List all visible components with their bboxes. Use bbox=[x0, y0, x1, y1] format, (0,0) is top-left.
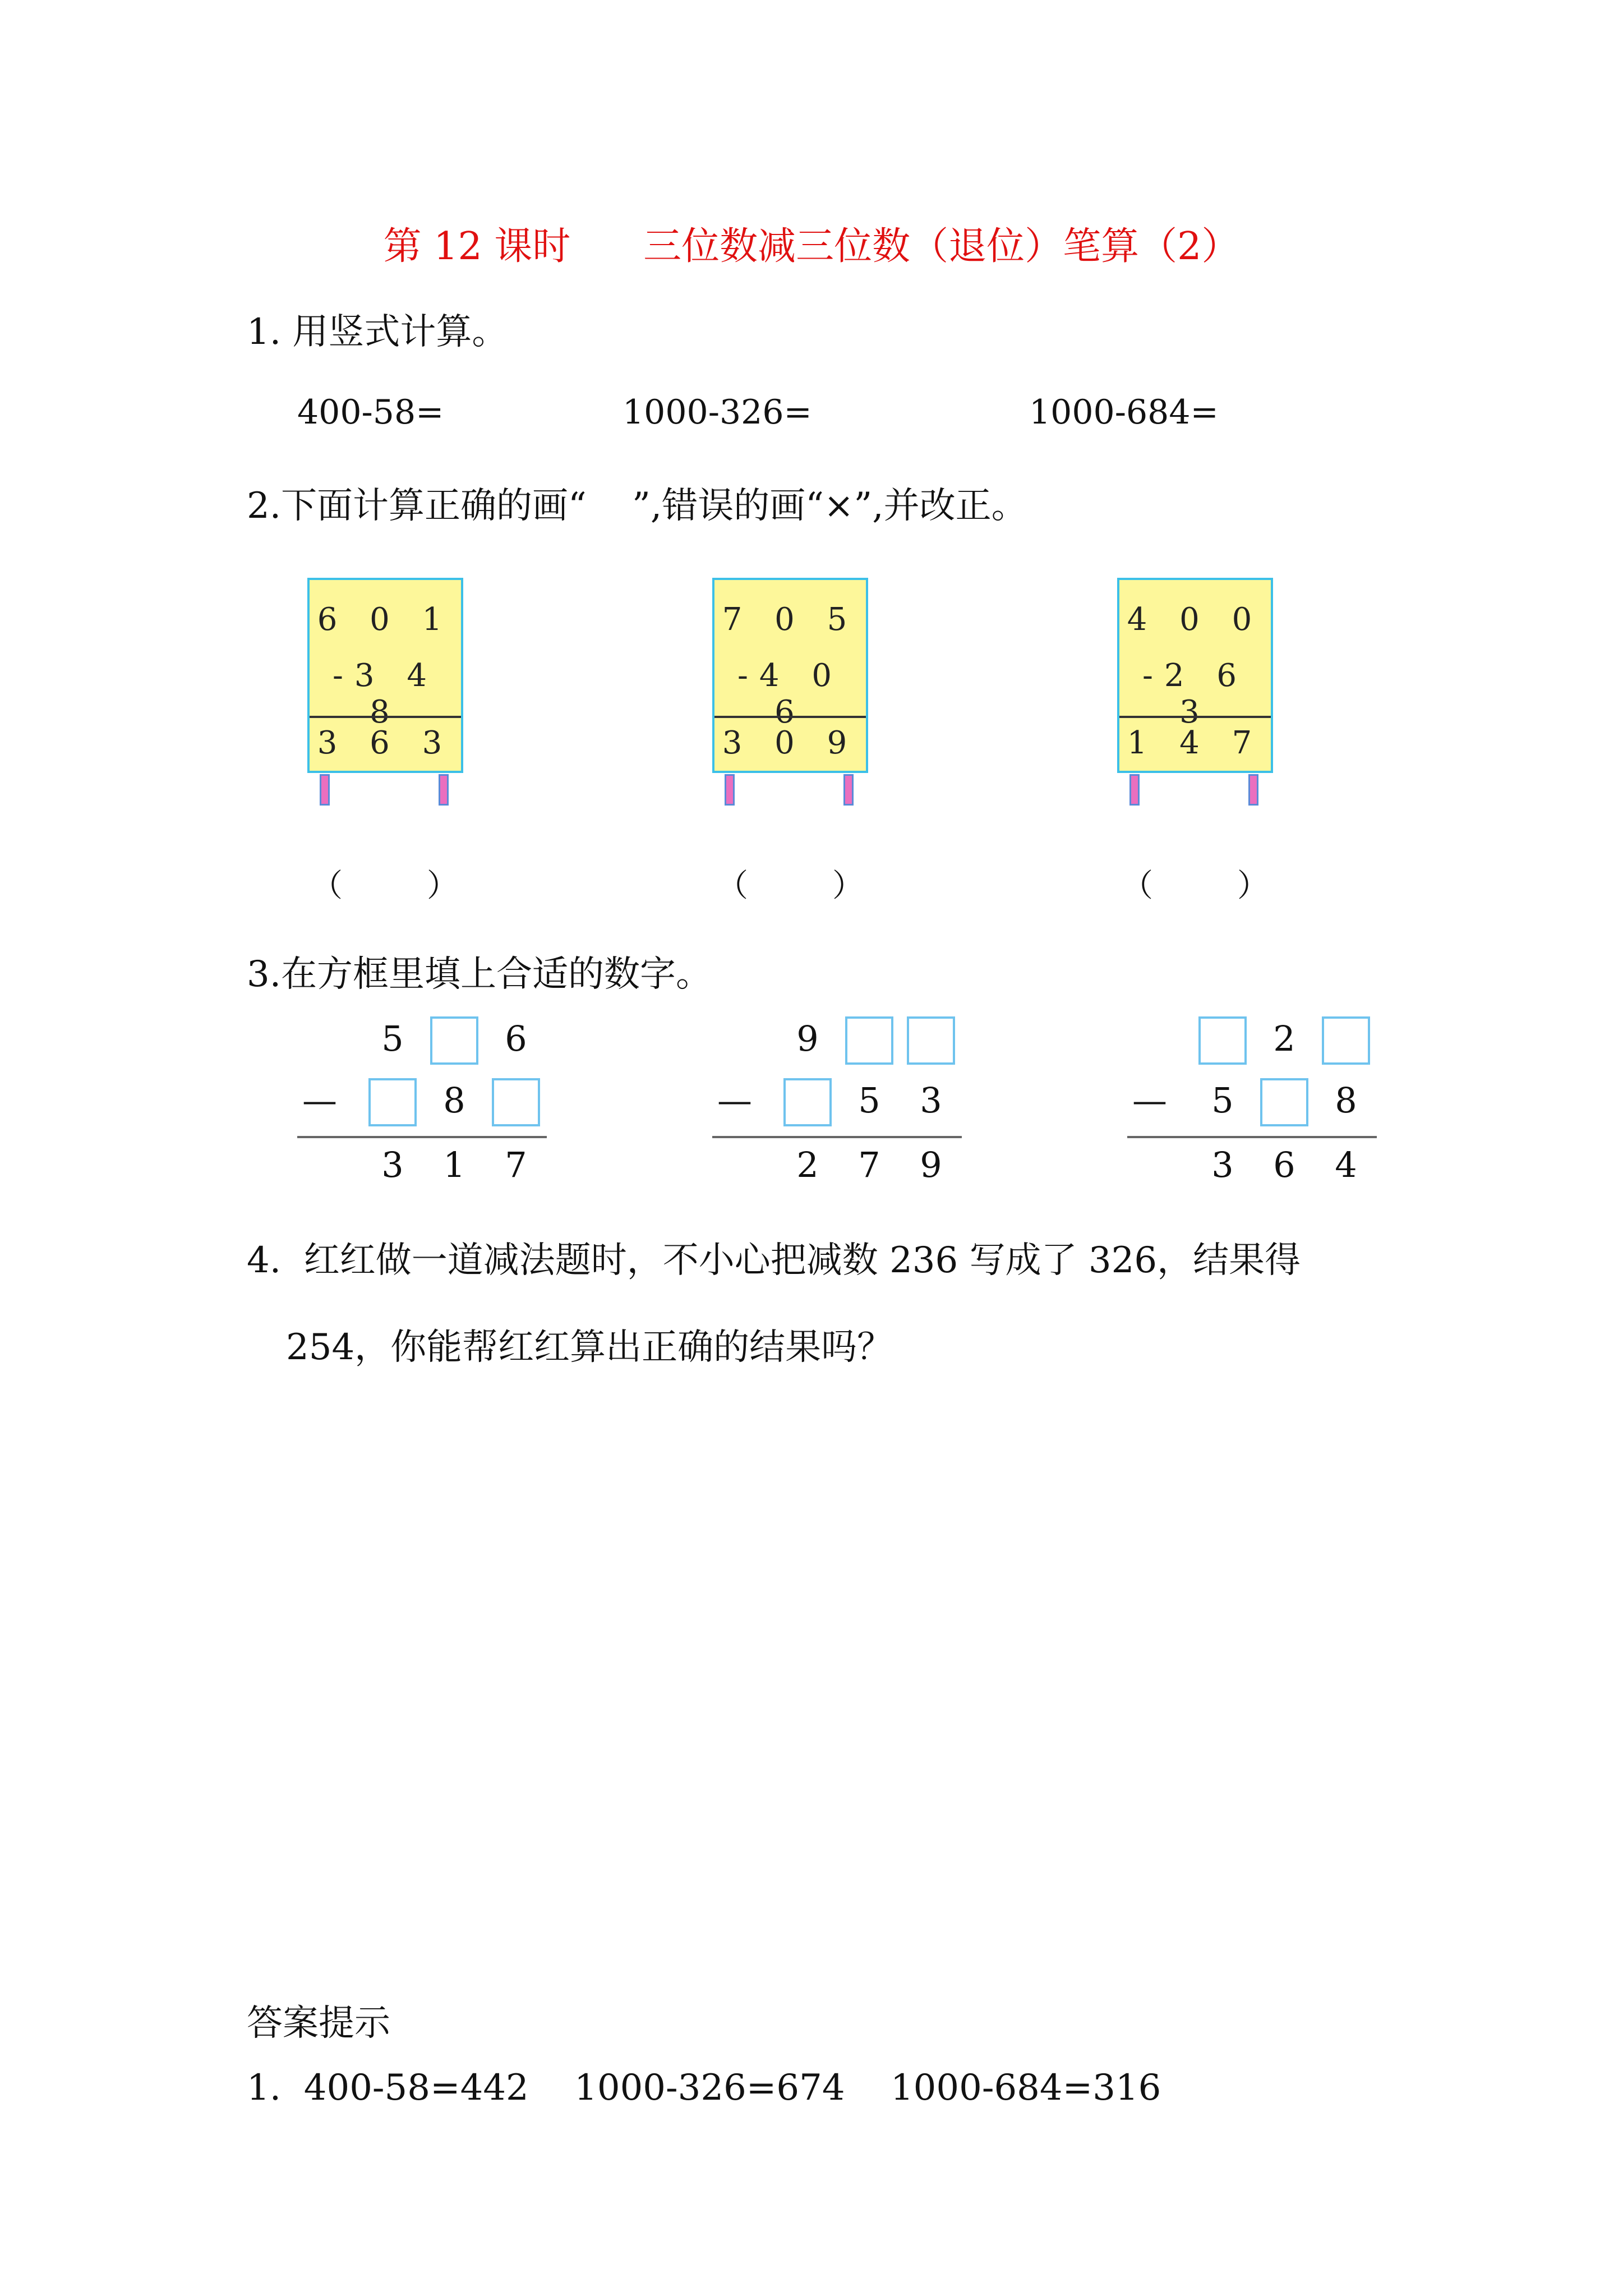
p1-mid-digit-2: 8 bbox=[443, 1080, 465, 1121]
answer-blank-1[interactable] bbox=[311, 861, 458, 906]
board-2-subtrahend: -4 0 6 bbox=[737, 657, 843, 730]
p3-top-digit-2: 2 bbox=[1273, 1018, 1295, 1059]
p3-result-digit-2: 6 bbox=[1273, 1144, 1295, 1185]
p2-result-digit-2: 7 bbox=[858, 1144, 880, 1185]
p2-line bbox=[712, 1136, 962, 1138]
board-1-subtrahend: -3 4 8 bbox=[333, 657, 438, 730]
p1-result-digit-2: 1 bbox=[443, 1144, 465, 1185]
board-1-right-leg bbox=[439, 774, 449, 806]
board-3-minuend: 4 0 0 bbox=[1127, 601, 1264, 638]
q1-expression-2: 1000-326= bbox=[623, 393, 812, 432]
p2-mid-digit-3: 3 bbox=[920, 1080, 942, 1121]
p3-line bbox=[1127, 1136, 1377, 1138]
p3-top-box-1[interactable] bbox=[1198, 1016, 1247, 1065]
p1-top-box-2[interactable] bbox=[430, 1016, 478, 1065]
p3-result-digit-1: 3 bbox=[1211, 1144, 1234, 1185]
paren-close: ） bbox=[427, 868, 458, 904]
p1-top-digit-3: 6 bbox=[505, 1018, 527, 1059]
board-3-right-leg bbox=[1248, 774, 1258, 806]
p2-top-box-2[interactable] bbox=[845, 1016, 893, 1065]
p1-mid-box-3[interactable] bbox=[492, 1078, 540, 1126]
question-4-line-1: 4. 红红做一道减法题时，不小心把减数 236 写成了 326，结果得 bbox=[247, 1240, 1301, 1281]
question-4-line-2: 254，你能帮红红算出正确的结果吗？ bbox=[286, 1327, 893, 1368]
paren-close: ） bbox=[1237, 868, 1269, 904]
paren-open: （ bbox=[717, 868, 748, 904]
p2-mid-box-1[interactable] bbox=[783, 1078, 832, 1126]
paren-open: （ bbox=[311, 868, 343, 904]
question-1-label: 1. 用竖式计算。 bbox=[247, 311, 508, 353]
p2-result-digit-1: 2 bbox=[796, 1144, 819, 1185]
board-3-left-leg bbox=[1129, 774, 1140, 806]
page-title: 第 12 课时 三位数减三位数（退位）笔算（2） bbox=[383, 224, 1240, 269]
p1-mid-box-1[interactable] bbox=[368, 1078, 417, 1126]
calc-board-2 bbox=[712, 578, 868, 773]
board-3-result: 1 4 7 bbox=[1127, 725, 1264, 761]
answers-heading: 答案提示 bbox=[247, 2003, 390, 2044]
paren-close: ） bbox=[832, 868, 864, 904]
p3-top-box-3[interactable] bbox=[1322, 1016, 1370, 1065]
board-1-minuend: 6 0 1 bbox=[317, 601, 454, 638]
board-2-right-leg bbox=[843, 774, 854, 806]
p2-top-digit-1: 9 bbox=[796, 1018, 819, 1059]
board-2-left-leg bbox=[725, 774, 735, 806]
p3-mid-digit-1: 5 bbox=[1211, 1080, 1234, 1121]
board-2-minuend: 7 0 5 bbox=[722, 601, 859, 638]
p1-result-digit-3: 7 bbox=[505, 1144, 527, 1185]
board-3-subtrahend: -2 6 3 bbox=[1142, 657, 1248, 730]
answer-blank-3[interactable] bbox=[1122, 861, 1269, 906]
p3-mid-box-2[interactable] bbox=[1260, 1078, 1308, 1126]
p1-minus-sign: — bbox=[302, 1080, 337, 1121]
p2-minus-sign: — bbox=[717, 1080, 752, 1121]
paren-open: （ bbox=[1122, 868, 1153, 904]
question-3-label: 3.在方框里填上合适的数字。 bbox=[247, 954, 712, 995]
board-3-line bbox=[1119, 716, 1271, 718]
board-1-left-leg bbox=[320, 774, 330, 806]
p3-minus-sign: — bbox=[1132, 1080, 1167, 1121]
p1-line bbox=[297, 1136, 547, 1138]
q1-expression-1: 400-58= bbox=[297, 393, 444, 432]
p3-result-digit-3: 4 bbox=[1335, 1144, 1357, 1185]
calc-board-1 bbox=[307, 578, 463, 773]
board-2-line bbox=[714, 716, 866, 718]
board-2-result: 3 0 9 bbox=[722, 725, 859, 761]
p2-mid-digit-2: 5 bbox=[858, 1080, 880, 1121]
p1-result-digit-1: 3 bbox=[381, 1144, 404, 1185]
p2-result-digit-3: 9 bbox=[920, 1144, 942, 1185]
p2-top-box-3[interactable] bbox=[907, 1016, 955, 1065]
board-1-result: 3 6 3 bbox=[317, 725, 454, 761]
q1-expression-3: 1000-684= bbox=[1029, 393, 1219, 432]
question-2-label: 2.下面计算正确的画“ ”,错误的画“×”,并改正。 bbox=[247, 485, 1027, 527]
board-1-line bbox=[310, 716, 461, 718]
calc-board-3 bbox=[1117, 578, 1273, 773]
p1-top-digit-1: 5 bbox=[381, 1018, 404, 1059]
p3-mid-digit-3: 8 bbox=[1335, 1080, 1357, 1121]
answer-blank-2[interactable] bbox=[717, 861, 864, 906]
answers-line-1: 1. 400-58=442 1000-326=674 1000-684=316 bbox=[247, 2067, 1161, 2109]
